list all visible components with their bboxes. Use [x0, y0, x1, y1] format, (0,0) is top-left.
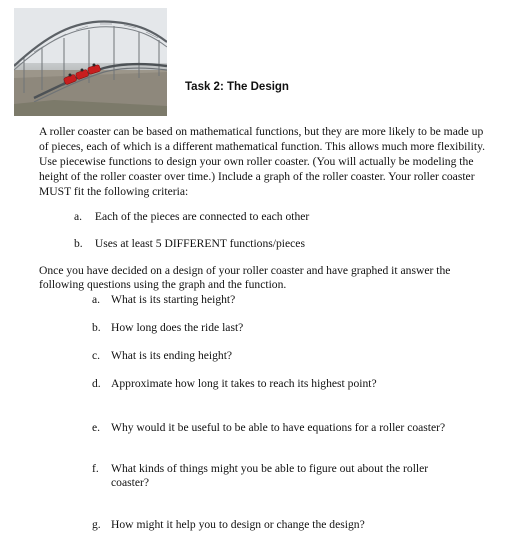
question-text: What is its starting height? — [111, 293, 236, 306]
question-text: How long does the ride last? — [111, 321, 244, 334]
question-label: c. — [92, 349, 101, 362]
question-text: Why would it be useful to be able to have equations for a roller coaster? — [111, 421, 446, 434]
question-item — [92, 321, 462, 335]
roller-coaster-illustration — [14, 8, 167, 116]
question-text: What is its ending height? — [111, 349, 233, 362]
roller-coaster-photo — [14, 8, 167, 116]
task-title: Task 2: The Design — [185, 81, 289, 93]
question-item — [92, 293, 462, 307]
question-text: How might it help you to design or change the design? — [111, 518, 365, 531]
question-label: a. — [92, 293, 101, 306]
question-item — [92, 518, 462, 532]
question-label: g. — [92, 518, 101, 531]
questions-intro: Once you have decided on a design of your roller coaster and have graphed it answer the following questions using the graph and the function. — [39, 264, 451, 291]
question-label: d. — [92, 377, 101, 390]
criteria-label: b. — [74, 237, 83, 250]
question-text: What kinds of things might you be able to figure out about the roller coaster? — [111, 462, 429, 489]
question-label: b. — [92, 321, 101, 334]
criteria-item — [74, 237, 305, 250]
criteria-text: Each of the pieces are connected to each other — [94, 210, 310, 223]
question-label: f. — [92, 462, 99, 475]
intro-paragraph: A roller coaster can be based on mathematical functions, but they are more likely to be made up of pieces, each of which is a different mathematical function. This allows much more flexibility. Use piecewise functions to design your own roller coaster. (You will actually be modeling the height of the roller coaster over time.) Include a graph of the roller coaster. Your roller coaster MUST fit the following criteria: — [39, 125, 486, 198]
question-item — [92, 462, 452, 490]
question-label: e. — [92, 421, 101, 434]
criteria-text: Uses at least 5 DIFFERENT functions/pieces — [94, 237, 305, 250]
question-item — [92, 377, 462, 391]
criteria-item — [74, 210, 309, 223]
criteria-label: a. — [74, 210, 83, 223]
question-item — [92, 421, 462, 435]
question-text: Approximate how long it takes to reach its highest point? — [111, 377, 377, 390]
question-item — [92, 349, 462, 363]
